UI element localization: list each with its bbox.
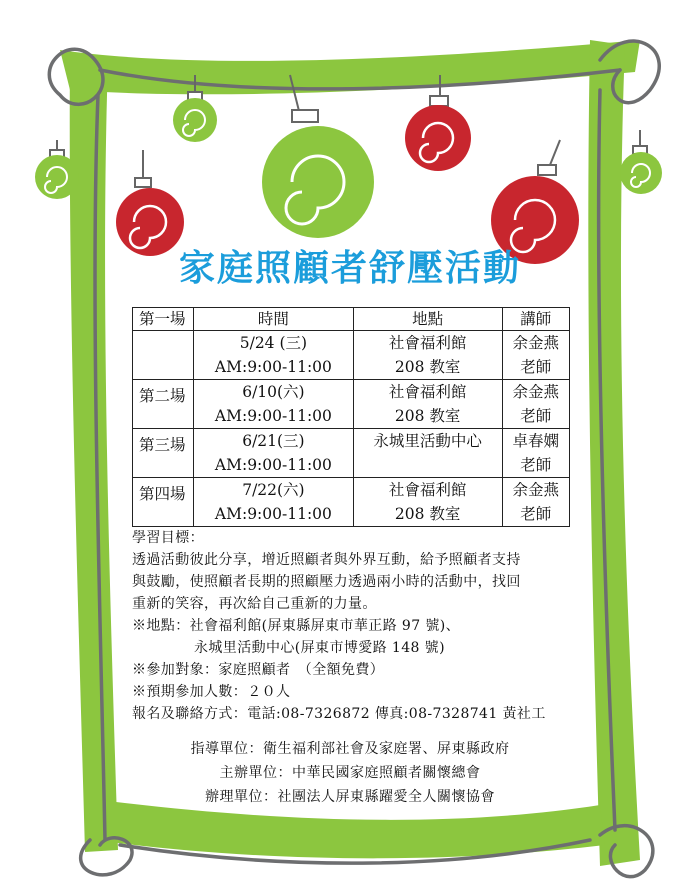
session-label: 第二場: [133, 380, 194, 429]
time-cell: [194, 331, 354, 380]
date: 6/21(三): [242, 432, 305, 450]
time-cell: [194, 478, 354, 527]
venue: 社會福利館: [388, 383, 467, 401]
session-label: 第四場: [133, 478, 194, 527]
session-label: [133, 331, 194, 380]
teacher-title: 老師: [520, 505, 552, 523]
table-header-row: [133, 308, 570, 331]
header-teacher: 講師: [502, 308, 570, 331]
place-cell: [353, 380, 502, 429]
session-label: 第三場: [133, 429, 194, 478]
teacher-title: 老師: [520, 456, 552, 474]
place-cell: [353, 429, 502, 478]
time-range: AM:9:00-11:00: [214, 456, 332, 474]
guide-unit: 指導單位：衛生福利部社會及家庭署、屏東縣政府: [190, 741, 510, 757]
time-cell: [194, 429, 354, 478]
place-cell: [353, 331, 502, 380]
table-row: [133, 380, 570, 429]
room: 208 教室: [394, 407, 461, 425]
participants-line: ※參加對象：家庭照顧者 （全額免費）: [132, 662, 385, 678]
date: 5/24 (三): [239, 334, 308, 352]
header-session: 第一場: [133, 308, 194, 331]
ornament-green-left: [35, 140, 79, 199]
ornament-green-right: [620, 130, 662, 194]
ornament-red-center: [405, 75, 471, 171]
ornament-green-large: [262, 75, 374, 238]
goal-heading: 學習目標：: [132, 530, 204, 546]
table-row: [133, 478, 570, 527]
teacher-cell: [502, 380, 570, 429]
organizer-unit: 辦理單位：社團法人屏東縣躍愛全人關懷協會: [205, 789, 495, 805]
contact-line: 報名及聯絡方式：電話:08-7326872 傳真:08-7328741 黃社工: [132, 706, 546, 722]
teacher-cell: [502, 478, 570, 527]
venue: 社會福利館: [388, 481, 467, 499]
teacher-name: 余金燕: [512, 334, 559, 352]
goal-text: 透過活動彼此分享，增近照顧者與外界互動，給予照顧者支持: [132, 552, 521, 568]
time-range: AM:9:00-11:00: [214, 358, 332, 376]
teacher-cell: [502, 331, 570, 380]
schedule-table: [132, 307, 570, 527]
room: 208 教室: [394, 505, 461, 523]
description: [132, 527, 572, 725]
table-row: [133, 429, 570, 478]
teacher-name: 余金燕: [512, 383, 559, 401]
teacher-title: 老師: [520, 358, 552, 376]
time-range: AM:9:00-11:00: [214, 407, 332, 425]
room: 208 教室: [394, 358, 461, 376]
teacher-name: 卓春嫻: [512, 432, 559, 450]
place-cell: [353, 478, 502, 527]
footer-organizers: [0, 737, 700, 809]
teacher-title: 老師: [520, 407, 552, 425]
page-title: 家庭照顧者舒壓活動: [178, 248, 521, 289]
venue: 社會福利館: [388, 334, 467, 352]
date: 7/22(六): [242, 481, 305, 499]
goal-text: 與鼓勵，使照顧者長期的照顧壓力透過兩小時的活動中，找回: [132, 574, 521, 590]
ornament-green-small: [173, 75, 217, 142]
table-row: [133, 331, 570, 380]
header-time: 時間: [194, 308, 354, 331]
venue: 永城里活動中心: [373, 432, 482, 450]
teacher-cell: [502, 429, 570, 478]
date: 6/10(六): [242, 383, 305, 401]
host-unit: 主辦單位：中華民國家庭照顧者關懷總會: [219, 765, 481, 781]
teacher-name: 余金燕: [512, 481, 559, 499]
location-line: ※地點：社會福利館(屏東縣屏東市華正路 97 號)、: [132, 618, 461, 634]
header-place: 地點: [353, 308, 502, 331]
goal-text: 重新的笑容，再次給自己重新的力量。: [132, 596, 377, 612]
time-range: AM:9:00-11:00: [214, 505, 332, 523]
location-line: 永城里活動中心(屏東市博愛路 148 號): [194, 640, 445, 656]
time-cell: [194, 380, 354, 429]
expected-count-line: ※預期參加人數：２０人: [132, 684, 291, 700]
